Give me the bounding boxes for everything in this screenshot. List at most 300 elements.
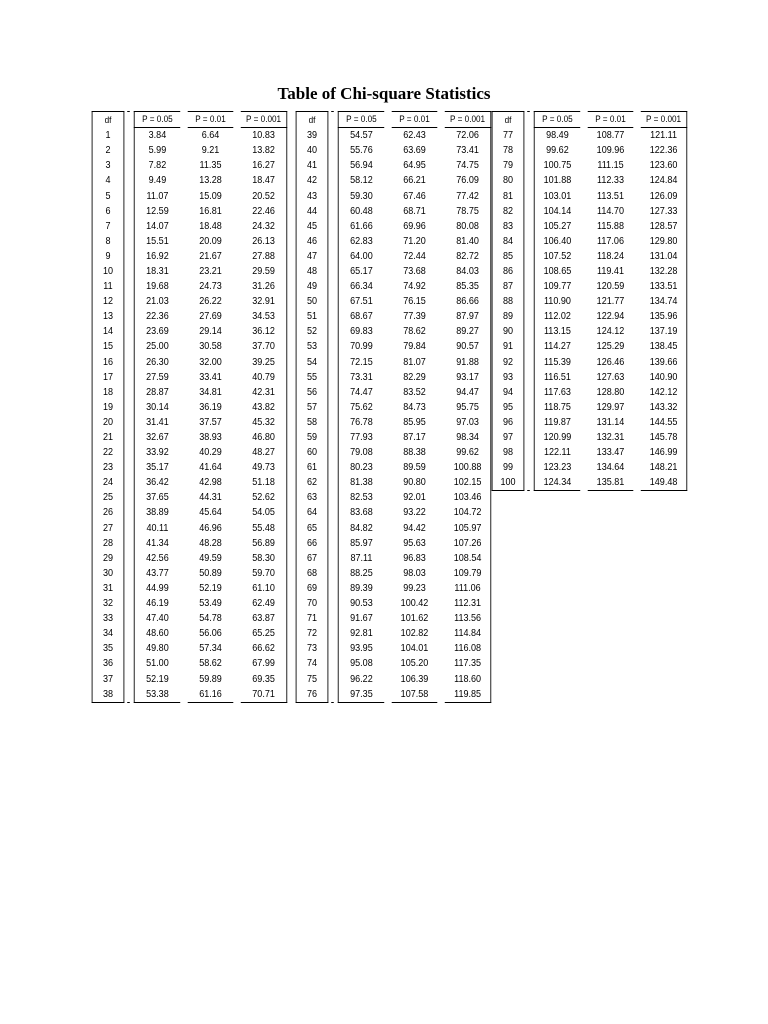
p001-cell: 73.41 — [445, 143, 491, 158]
table-row — [89, 370, 291, 385]
header-row — [293, 111, 495, 128]
p05-cell: 75.62 — [338, 400, 384, 415]
df-cell: 28 — [92, 536, 125, 551]
p001-cell: 142.12 — [641, 385, 687, 400]
p05-cell: 124.34 — [534, 475, 580, 491]
p01-cell: 114.70 — [597, 204, 624, 217]
df-cell: 19 — [92, 400, 125, 415]
p01-cell: 72.44 — [403, 249, 426, 262]
column-gap — [127, 581, 130, 596]
table-row — [89, 641, 291, 656]
p05-cell: 74.47 — [338, 385, 384, 400]
p001-cell: 43.82 — [241, 400, 287, 415]
p001-cell: 37.70 — [241, 339, 287, 354]
df-cell: 97 — [492, 430, 525, 445]
p001-cell: 42.31 — [241, 385, 287, 400]
column-gap — [127, 188, 130, 203]
table-row — [293, 641, 495, 656]
p001-cell: 135.96 — [641, 309, 687, 324]
p01-cell: 56.06 — [199, 627, 222, 640]
table-row — [293, 158, 495, 173]
p001-cell: 111.06 — [445, 581, 491, 596]
column-gap — [127, 128, 130, 143]
p01-cell: 121.77 — [596, 295, 625, 308]
p01-cell: 102.82 — [400, 627, 429, 640]
column-gap — [127, 204, 130, 219]
p05-cell: 37.65 — [134, 490, 180, 505]
table-row — [89, 445, 291, 460]
table-row — [293, 188, 495, 203]
df-cell: 87 — [492, 279, 525, 294]
p05-cell: 31.41 — [134, 415, 180, 430]
p01-cell: 84.73 — [403, 400, 426, 413]
df-cell: 7 — [92, 219, 125, 234]
p05-cell: 93.95 — [338, 641, 384, 656]
p05-cell: 107.52 — [534, 249, 580, 264]
df-cell: 51 — [296, 309, 329, 324]
column-gap — [331, 641, 334, 656]
column-gap — [527, 128, 530, 143]
df-cell: 77 — [492, 128, 525, 143]
column-gap — [127, 641, 130, 656]
p01-cell: 64.95 — [403, 159, 426, 172]
p01-cell: 125.29 — [596, 340, 625, 353]
df-cell: 3 — [92, 158, 125, 173]
p001-cell: 22.46 — [241, 204, 287, 219]
column-gap — [127, 219, 130, 234]
p01-cell: 131.14 — [596, 415, 625, 428]
table-row — [293, 656, 495, 671]
p05-cell: 85.97 — [338, 536, 384, 551]
header-row — [489, 111, 691, 128]
p01-cell: 21.67 — [199, 249, 222, 262]
p01-cell: 63.69 — [403, 144, 426, 157]
df-cell: 66 — [296, 536, 329, 551]
table-row — [489, 219, 691, 234]
df-cell: 38 — [92, 687, 125, 703]
p05-cell: 36.42 — [134, 475, 180, 490]
p001-cell: 45.32 — [241, 415, 287, 430]
column-gap — [331, 445, 334, 460]
p01-cell: 122.94 — [596, 310, 625, 323]
df-cell: 25 — [92, 490, 125, 505]
df-cell: 11 — [92, 279, 125, 294]
p05-cell: 40.11 — [134, 521, 180, 536]
p05-cell: 64.00 — [338, 249, 384, 264]
p05-cell: 114.27 — [534, 339, 580, 354]
df-cell: 29 — [92, 551, 125, 566]
table-row — [89, 188, 291, 203]
df-cell: 1 — [92, 128, 125, 143]
p01-cell: 81.07 — [403, 355, 426, 368]
table-row — [89, 566, 291, 581]
column-gap — [331, 490, 334, 505]
table-row — [293, 234, 495, 249]
table-row — [293, 490, 495, 505]
p01-cell: 115.88 — [597, 219, 624, 232]
p001-cell: 36.12 — [241, 324, 287, 339]
table-row — [489, 385, 691, 400]
column-gap — [127, 551, 130, 566]
p05-cell: 19.68 — [134, 279, 180, 294]
p05-cell: 60.48 — [338, 204, 384, 219]
p001-cell: 80.08 — [445, 219, 491, 234]
p01-cell: 11.35 — [199, 159, 222, 172]
p01-cell: 132.31 — [596, 431, 625, 444]
df-cell: 55 — [296, 370, 329, 385]
p01-cell: 52.19 — [199, 581, 222, 594]
p05-cell: 21.03 — [134, 294, 180, 309]
column-gap — [331, 566, 334, 581]
p001-cell: 97.03 — [445, 415, 491, 430]
df-cell: 36 — [92, 656, 125, 671]
p01-cell: 127.63 — [596, 370, 625, 383]
p001-cell: 78.75 — [445, 204, 491, 219]
p01-cell: 49.59 — [199, 551, 222, 564]
df-cell: 85 — [492, 249, 525, 264]
p01-header: P = 0.01 — [588, 111, 634, 128]
p05-cell: 109.77 — [534, 279, 580, 294]
p001-cell: 95.75 — [445, 400, 491, 415]
p001-cell: 94.47 — [445, 385, 491, 400]
table-row — [293, 596, 495, 611]
df-cell: 96 — [492, 415, 525, 430]
p05-cell: 105.27 — [534, 219, 580, 234]
table-row — [293, 355, 495, 370]
df-cell: 37 — [92, 671, 125, 686]
df-cell: 86 — [492, 264, 525, 279]
column-gap — [527, 294, 530, 309]
df-cell: 64 — [296, 505, 329, 520]
df-cell: 78 — [492, 143, 525, 158]
table-row — [489, 294, 691, 309]
column-gap — [331, 249, 334, 264]
column-gap — [527, 339, 530, 354]
p01-cell: 95.63 — [403, 536, 426, 549]
p01-cell: 42.98 — [199, 476, 222, 489]
p001-cell: 112.31 — [445, 596, 491, 611]
p001-cell: 117.35 — [445, 656, 491, 671]
table-row — [293, 505, 495, 520]
df-cell: 54 — [296, 355, 329, 370]
column-gap — [127, 505, 130, 520]
p05-cell: 96.22 — [338, 671, 384, 686]
table-row — [293, 339, 495, 354]
p01-cell: 44.31 — [199, 491, 222, 504]
table-row — [293, 324, 495, 339]
p01-cell: 59.89 — [199, 672, 222, 685]
df-cell: 20 — [92, 415, 125, 430]
table-row — [89, 581, 291, 596]
column-gap — [331, 158, 334, 173]
p05-cell: 48.60 — [134, 626, 180, 641]
df-cell: 70 — [296, 596, 329, 611]
p01-cell: 112.33 — [597, 174, 624, 187]
p001-cell: 131.04 — [641, 249, 687, 264]
p01-cell: 79.84 — [403, 340, 426, 353]
p05-cell: 99.62 — [534, 143, 580, 158]
p001-cell: 18.47 — [241, 173, 287, 188]
df-cell: 22 — [92, 445, 125, 460]
p001-header: P = 0.001 — [241, 111, 287, 128]
p05-cell: 89.39 — [338, 581, 384, 596]
df-cell: 95 — [492, 400, 525, 415]
df-cell: 88 — [492, 294, 525, 309]
column-gap — [331, 475, 334, 490]
column-gap — [331, 505, 334, 520]
p05-header: P = 0.05 — [338, 111, 384, 128]
p001-cell: 65.25 — [241, 626, 287, 641]
p05-cell: 73.31 — [338, 370, 384, 385]
table-row — [293, 445, 495, 460]
p05-cell: 97.35 — [338, 687, 384, 703]
table-row — [89, 355, 291, 370]
column-gap — [127, 687, 130, 703]
table-row — [89, 596, 291, 611]
p001-cell: 108.54 — [445, 551, 491, 566]
p05-cell: 113.15 — [534, 324, 580, 339]
table-row — [293, 294, 495, 309]
table-row — [293, 415, 495, 430]
p01-cell: 27.69 — [199, 310, 222, 323]
df-cell: 41 — [296, 158, 329, 173]
p05-cell: 15.51 — [134, 234, 180, 249]
p001-cell: 54.05 — [241, 505, 287, 520]
p05-cell: 30.14 — [134, 400, 180, 415]
p01-cell: 37.57 — [199, 415, 222, 428]
df-cell: 21 — [92, 430, 125, 445]
df-cell: 42 — [296, 173, 329, 188]
p01-cell: 66.21 — [403, 174, 426, 187]
p05-cell: 101.88 — [534, 173, 580, 188]
df-cell: 13 — [92, 309, 125, 324]
table-row — [293, 581, 495, 596]
p001-cell: 107.26 — [445, 536, 491, 551]
p05-cell: 112.02 — [534, 309, 580, 324]
column-gap — [331, 204, 334, 219]
column-gap — [127, 656, 130, 671]
p01-cell: 73.68 — [403, 264, 426, 277]
table-row — [293, 264, 495, 279]
p001-cell: 134.74 — [641, 294, 687, 309]
p05-cell: 62.83 — [338, 234, 384, 249]
table-row — [293, 309, 495, 324]
p01-cell: 89.59 — [403, 461, 426, 474]
p05-cell: 47.40 — [134, 611, 180, 626]
p01-cell: 61.16 — [188, 687, 234, 703]
df-cell: 39 — [296, 128, 329, 143]
df-cell: 99 — [492, 460, 525, 475]
df-cell: 82 — [492, 204, 525, 219]
column-gap — [331, 143, 334, 158]
p001-cell: 145.78 — [641, 430, 687, 445]
table-row — [489, 339, 691, 354]
table-row — [293, 671, 495, 686]
df-cell: 33 — [92, 611, 125, 626]
table-row — [89, 415, 291, 430]
p001-cell: 84.03 — [445, 264, 491, 279]
column-gap — [331, 264, 334, 279]
p05-cell: 82.53 — [338, 490, 384, 505]
column-gap — [331, 536, 334, 551]
column-gap — [331, 173, 334, 188]
p01-cell: 57.34 — [199, 642, 222, 655]
df-cell: 46 — [296, 234, 329, 249]
p001-cell: 105.97 — [445, 521, 491, 536]
p01-header: P = 0.01 — [392, 111, 438, 128]
df-cell: 50 — [296, 294, 329, 309]
df-cell: 90 — [492, 324, 525, 339]
p001-cell: 62.49 — [241, 596, 287, 611]
df-cell: 84 — [492, 234, 525, 249]
p001-cell: 103.46 — [445, 490, 491, 505]
df-cell: 68 — [296, 566, 329, 581]
p05-cell: 65.17 — [338, 264, 384, 279]
p001-cell: 52.62 — [241, 490, 287, 505]
p05-cell: 43.77 — [134, 566, 180, 581]
df-header: df — [492, 111, 525, 128]
df-cell: 10 — [92, 264, 125, 279]
df-cell: 60 — [296, 445, 329, 460]
p001-cell: 100.88 — [445, 460, 491, 475]
p001-cell: 133.51 — [641, 279, 687, 294]
p05-cell: 41.34 — [134, 536, 180, 551]
p05-cell: 110.90 — [534, 294, 580, 309]
p05-cell: 90.53 — [338, 596, 384, 611]
df-cell: 32 — [92, 596, 125, 611]
p001-cell: 93.17 — [445, 370, 491, 385]
column-gap — [527, 158, 530, 173]
column-gap — [127, 173, 130, 188]
column-gap — [127, 249, 130, 264]
p05-cell: 58.12 — [338, 173, 384, 188]
column-gap — [527, 204, 530, 219]
table-row — [89, 128, 291, 143]
column-gap — [527, 188, 530, 203]
column-gap — [127, 460, 130, 475]
p05-cell: 117.63 — [534, 385, 580, 400]
table-row — [293, 204, 495, 219]
df-cell: 44 — [296, 204, 329, 219]
p001-cell: 76.09 — [445, 173, 491, 188]
df-cell: 61 — [296, 460, 329, 475]
p05-cell: 56.94 — [338, 158, 384, 173]
table-row — [489, 188, 691, 203]
column-gap — [127, 355, 130, 370]
p05-cell: 9.49 — [134, 173, 180, 188]
table-row — [89, 687, 291, 703]
p01-cell: 111.15 — [597, 159, 624, 172]
table-row — [489, 400, 691, 415]
p001-cell: 40.79 — [241, 370, 287, 385]
column-gap — [331, 581, 334, 596]
table-row — [293, 551, 495, 566]
column-gap — [331, 339, 334, 354]
df-cell: 72 — [296, 626, 329, 641]
table-row — [489, 355, 691, 370]
df-cell: 4 — [92, 173, 125, 188]
df-cell: 65 — [296, 521, 329, 536]
p01-cell: 106.39 — [400, 672, 429, 685]
p05-cell: 53.38 — [134, 687, 180, 703]
p05-cell: 46.19 — [134, 596, 180, 611]
table-block-3 — [489, 111, 691, 491]
header-row — [89, 111, 291, 128]
p01-cell: 109.96 — [596, 144, 625, 157]
df-cell: 75 — [296, 671, 329, 686]
column-gap — [331, 430, 334, 445]
table-row — [89, 294, 291, 309]
p05-cell: 120.99 — [534, 430, 580, 445]
table-row — [489, 158, 691, 173]
p001-cell: 29.59 — [241, 264, 287, 279]
column-gap — [527, 460, 530, 475]
df-cell: 43 — [296, 188, 329, 203]
table-row — [89, 656, 291, 671]
p001-cell: 123.60 — [641, 158, 687, 173]
df-cell: 48 — [296, 264, 329, 279]
table-row — [489, 204, 691, 219]
column-gap — [127, 279, 130, 294]
df-cell: 35 — [92, 641, 125, 656]
table-row — [293, 400, 495, 415]
p01-cell: 104.01 — [400, 642, 429, 655]
p01-cell: 93.22 — [403, 506, 426, 519]
df-cell: 9 — [92, 249, 125, 264]
p01-cell: 13.28 — [199, 174, 222, 187]
table-row — [89, 249, 291, 264]
df-cell: 49 — [296, 279, 329, 294]
p01-cell: 88.38 — [403, 446, 426, 459]
column-gap — [527, 173, 530, 188]
df-cell: 58 — [296, 415, 329, 430]
column-gap — [127, 521, 130, 536]
df-cell: 34 — [92, 626, 125, 641]
p001-cell: 70.71 — [241, 687, 287, 703]
p01-cell: 48.28 — [199, 536, 222, 549]
column-gap — [527, 264, 530, 279]
p01-cell: 30.58 — [199, 340, 222, 353]
p05-cell: 68.67 — [338, 309, 384, 324]
column-gap — [127, 158, 130, 173]
p05-cell: 79.08 — [338, 445, 384, 460]
p001-cell: 61.10 — [241, 581, 287, 596]
p05-cell: 115.39 — [534, 355, 580, 370]
p01-cell: 34.81 — [199, 385, 222, 398]
df-cell: 100 — [492, 475, 525, 491]
df-cell: 73 — [296, 641, 329, 656]
table-row — [89, 324, 291, 339]
p05-cell: 35.17 — [134, 460, 180, 475]
column-gap — [127, 143, 130, 158]
p01-header: P = 0.01 — [188, 111, 234, 128]
column-gap — [527, 219, 530, 234]
p001-cell: 59.70 — [241, 566, 287, 581]
p05-cell: 108.65 — [534, 264, 580, 279]
column-gap — [127, 309, 130, 324]
p01-cell: 58.62 — [199, 657, 222, 670]
p001-cell: 72.06 — [445, 128, 491, 143]
p05-cell: 70.99 — [338, 339, 384, 354]
df-cell: 31 — [92, 581, 125, 596]
table-row — [89, 385, 291, 400]
p01-cell: 74.92 — [403, 280, 426, 293]
p01-cell: 94.42 — [403, 521, 426, 534]
df-cell: 71 — [296, 611, 329, 626]
p05-cell: 26.30 — [134, 355, 180, 370]
p01-cell: 117.06 — [597, 234, 624, 247]
p001-cell: 128.57 — [641, 219, 687, 234]
